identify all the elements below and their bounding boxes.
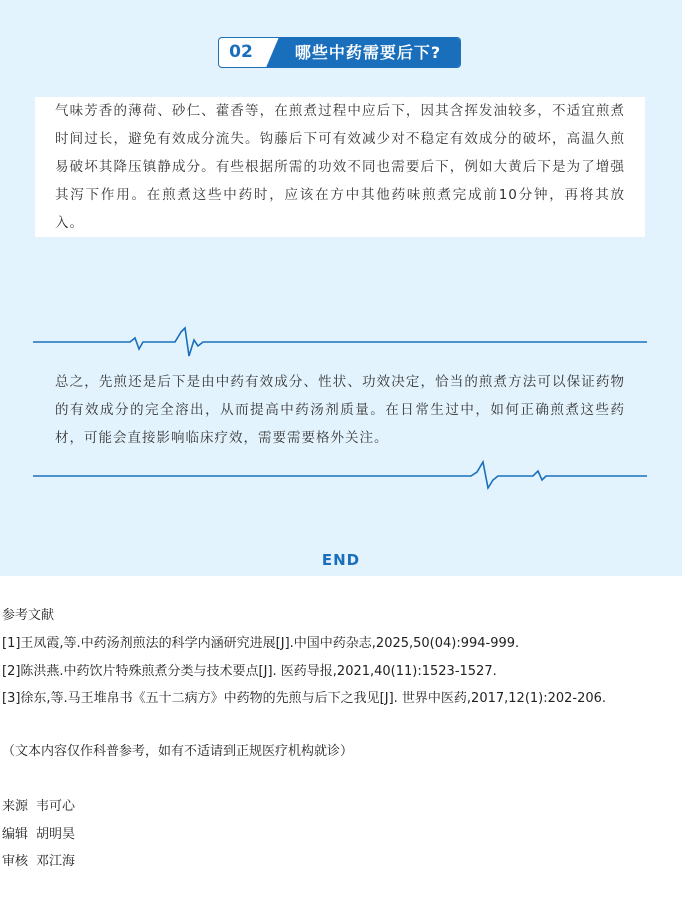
credit-source [2, 795, 75, 814]
reference-item: [1]王凤霞,等.中药汤剂煎法的科学内涵研究进展[J].中国中药杂志,2025,50(04):994-999. [2, 636, 520, 651]
reference-item: [3]徐东,等.马王堆帛书《五十二病方》中药物的先煎与后下之我见[J]. 世界中医药,2017,12(1):202-206. [2, 691, 607, 706]
credit-name: 邓江海 [36, 854, 76, 869]
end-label: END [321, 551, 361, 569]
section-title: 哪些中药需要后下? [294, 43, 442, 62]
credit-label: 编辑 [2, 827, 29, 842]
credit-name: 胡明昊 [36, 827, 76, 842]
heartbeat-divider-bottom [33, 458, 647, 498]
references-title: 参考文献 [2, 608, 55, 623]
section-number: 02 [229, 42, 253, 62]
paragraph-houxia: 气味芳香的薄荷、砂仁、藿香等，在煎煮过程中应后下，因其含挥发油较多，不适宜煎煮时间过长，避免有效成分流失。钩藤后下可有效减少对不稳定有效成分的破坏，高温久煎易破坏其降压镇静成分。有些根据所需的功效不同也需要后下，例如大黄后下是为了增强其泻下作用。在煎煮这些中药时，应该在方中其他药味煎煮完成前10分钟，再将其放入。 [55, 103, 625, 231]
reference-item: [2]陈洪燕.中药饮片特殊煎煮分类与技术要点[J]. 医药导报,2021,40(11):1523-1527. [2, 664, 497, 679]
section-header-badge [218, 37, 461, 68]
credit-reviewer [2, 850, 75, 869]
heartbeat-divider-top [33, 322, 647, 362]
disclaimer-text: （文本内容仅作科普参考，如有不适请到正规医疗机构就诊） [2, 744, 354, 759]
credit-label: 来源 [2, 799, 29, 814]
credit-label: 审核 [2, 854, 29, 869]
credit-name: 韦可心 [36, 799, 76, 814]
credit-editor [2, 823, 75, 842]
paragraph-summary: 总之，先煎还是后下是由中药有效成分、性状、功效决定，恰当的煎煮方法可以保证药物的有效成分的完全溶出，从而提高中药汤剂质量。在日常生过中，如何正确煎煮这些药材，可能会直接影响临床疗效，需要需要格外关注。 [55, 374, 625, 446]
